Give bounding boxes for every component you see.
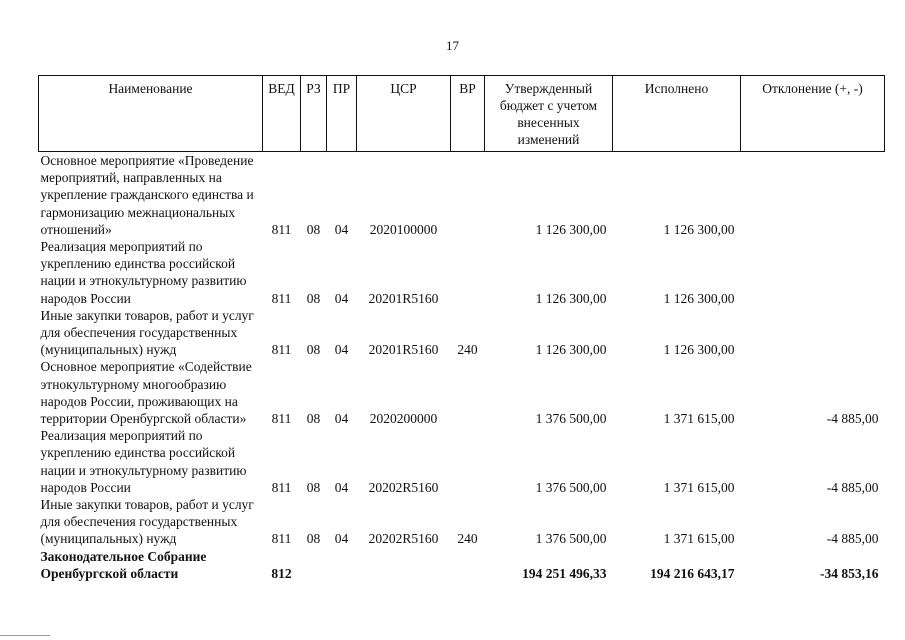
header-vr: ВР xyxy=(451,76,485,152)
cell-deviation xyxy=(741,152,885,239)
cell-ved: 811 xyxy=(271,411,292,427)
cell-rz: 08 xyxy=(306,290,321,306)
cell-executed: 1 126 300,00 xyxy=(663,342,735,358)
page-edge-line xyxy=(0,635,50,636)
cell-name: Основное мероприятие «Содействие этнокультурному многообразию народов России, проживающих на территории Оренбургской области» xyxy=(40,359,252,427)
header-rz: РЗ xyxy=(301,76,327,152)
table-row xyxy=(39,548,885,582)
cell-csr: 20201R5160 xyxy=(368,342,439,358)
cell-ved: 811 xyxy=(271,342,292,358)
cell-ved: 812 xyxy=(271,565,292,581)
cell-executed: 1 371 615,00 xyxy=(663,479,735,495)
cell-name: Основное мероприятие «Проведение мероприятий, направленных на укрепление гражданского единства и гармонизацию межнациональных отношений» xyxy=(40,153,254,237)
table-row xyxy=(39,496,885,548)
table-row xyxy=(39,238,885,307)
cell-deviation: -4 885,00 xyxy=(826,531,879,547)
cell-rz: 08 xyxy=(306,531,321,547)
cell-pr: 04 xyxy=(334,342,349,358)
cell-approved: 1 126 300,00 xyxy=(535,342,607,358)
cell-executed: 1 126 300,00 xyxy=(663,290,735,306)
budget-table xyxy=(38,75,885,582)
table-header-row xyxy=(39,76,885,152)
header-ved: ВЕД xyxy=(263,76,301,152)
cell-pr: 04 xyxy=(334,290,349,306)
cell-executed: 1 371 615,00 xyxy=(663,531,735,547)
cell-vr xyxy=(451,238,485,307)
cell-ved: 811 xyxy=(271,290,292,306)
cell-name: Иные закупки товаров, работ и услуг для обеспечения государственных (муниципальных) нужд xyxy=(40,307,254,358)
cell-approved: 1 126 300,00 xyxy=(535,290,607,306)
cell-vr: 240 xyxy=(457,531,478,547)
table-row xyxy=(39,152,885,239)
cell-vr xyxy=(451,152,485,239)
cell-deviation xyxy=(741,238,885,307)
cell-ved: 811 xyxy=(271,479,292,495)
cell-rz xyxy=(301,548,327,582)
cell-approved: 1 376 500,00 xyxy=(535,479,607,495)
cell-csr: 2020100000 xyxy=(369,221,438,237)
cell-csr: 20201R5160 xyxy=(368,290,439,306)
cell-rz: 08 xyxy=(306,221,321,237)
cell-ved: 811 xyxy=(271,531,292,547)
cell-rz: 08 xyxy=(306,342,321,358)
cell-vr xyxy=(451,358,485,427)
cell-csr: 2020200000 xyxy=(369,411,438,427)
cell-approved: 1 376 500,00 xyxy=(535,411,607,427)
cell-approved: 194 251 496,33 xyxy=(522,565,607,581)
header-csr: ЦСР xyxy=(357,76,451,152)
header-pr: ПР xyxy=(327,76,357,152)
cell-deviation: -4 885,00 xyxy=(826,411,879,427)
cell-approved: 1 126 300,00 xyxy=(535,221,607,237)
cell-vr xyxy=(451,548,485,582)
cell-rz: 08 xyxy=(306,411,321,427)
cell-executed: 1 126 300,00 xyxy=(663,221,735,237)
cell-rz: 08 xyxy=(306,479,321,495)
cell-pr: 04 xyxy=(334,221,349,237)
cell-pr: 04 xyxy=(334,479,349,495)
cell-vr: 240 xyxy=(457,342,478,358)
cell-pr xyxy=(327,548,357,582)
cell-csr: 20202R5160 xyxy=(368,479,439,495)
table-row xyxy=(39,358,885,427)
cell-executed: 194 216 643,17 xyxy=(650,565,735,581)
cell-vr xyxy=(451,427,485,496)
cell-deviation: -4 885,00 xyxy=(826,479,879,495)
page-number: 17 xyxy=(446,38,459,53)
table-row xyxy=(39,307,885,359)
cell-approved: 1 376 500,00 xyxy=(535,531,607,547)
cell-csr: 20202R5160 xyxy=(368,531,439,547)
cell-ved: 811 xyxy=(271,221,292,237)
header-executed: Исполнено xyxy=(613,76,741,152)
cell-name: Иные закупки товаров, работ и услуг для обеспечения государственных (муниципальных) нужд xyxy=(40,497,254,547)
header-approved: Утвержденный бюджет с учетом внесенных изменений xyxy=(485,76,613,152)
cell-name: Реализация мероприятий по укреплению единства российской нации и этнокультурному развитию народов России xyxy=(40,239,247,306)
cell-pr: 04 xyxy=(334,411,349,427)
cell-deviation xyxy=(741,307,885,359)
header-deviation: Отклонение (+, -) xyxy=(741,76,885,152)
header-name: Наименование xyxy=(39,76,263,152)
cell-name: Законодательное Собрание Оренбургской области xyxy=(40,548,207,581)
cell-name: Реализация мероприятий по укреплению единства российской нации и этнокультурному развитию народов России xyxy=(40,428,247,495)
cell-csr xyxy=(357,548,451,582)
cell-executed: 1 371 615,00 xyxy=(663,411,735,427)
table-row xyxy=(39,427,885,496)
cell-pr: 04 xyxy=(334,531,349,547)
cell-deviation: -34 853,16 xyxy=(820,565,879,581)
